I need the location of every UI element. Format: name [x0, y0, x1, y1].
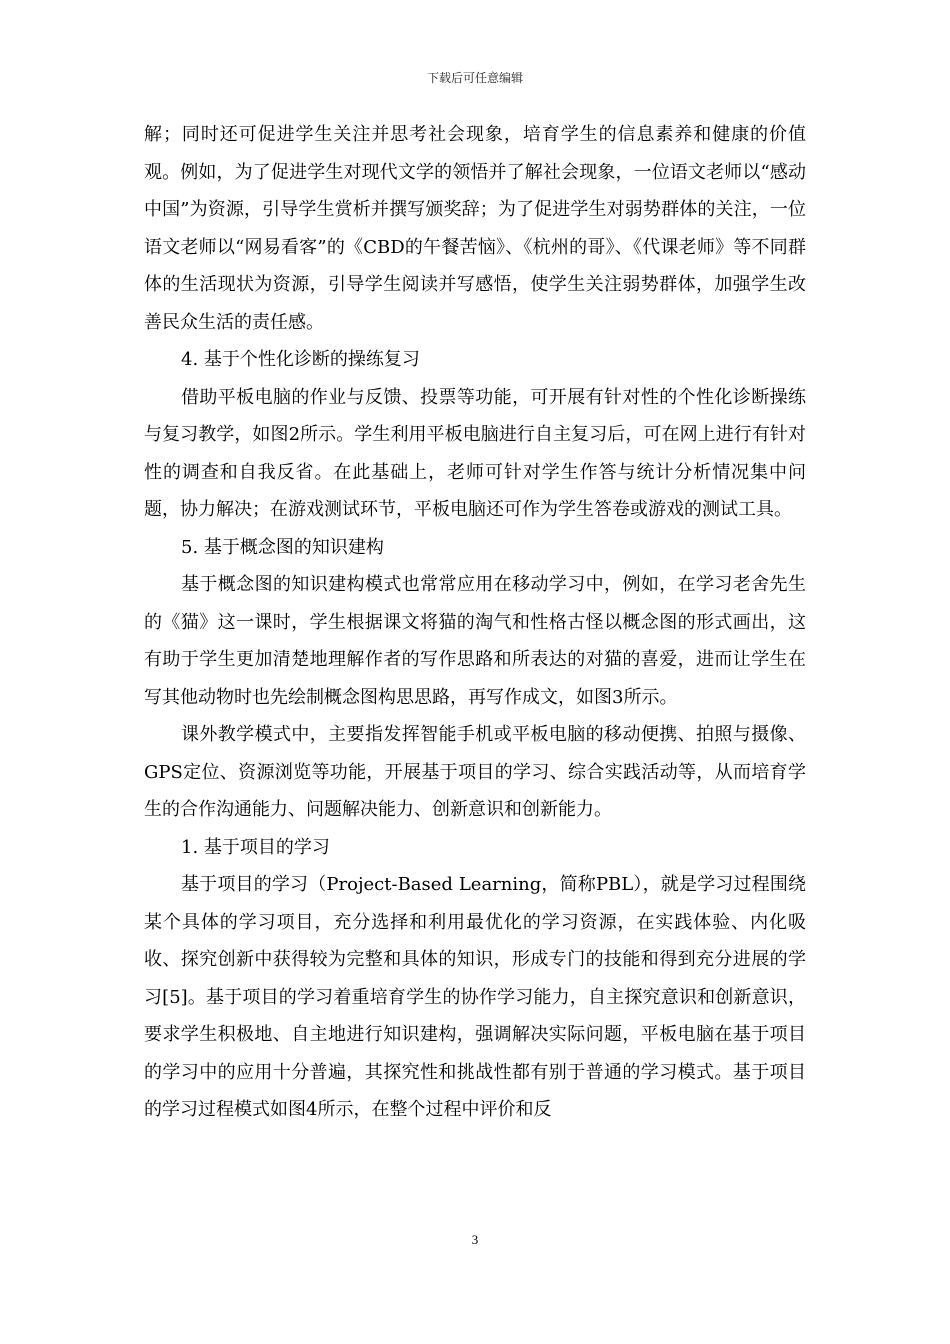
paragraph: 借助平板电脑的作业与反馈、投票等功能，可开展有针对性的个性化诊断操练与复习教学，如图2所示。学生利用平板电脑进行自主复习后，可在网上进行有针对性的调查和自我反省。在此基础上，老师可针对学生作答与统计分析情况集中问题，协力解决；在游戏测试环节，平板电脑还可作为学生答卷或游戏的测试工具。 [144, 386, 806, 520]
section-heading: 1. 基于项目的学习 [181, 836, 330, 858]
section-heading: 5. 基于概念图的知识建构 [181, 536, 384, 558]
page-number: 3 [471, 1232, 479, 1247]
page-header: 下载后可任意编辑 [426, 71, 523, 85]
paragraph: 课外教学模式中，主要指发挥智能手机或平板电脑的移动便携、拍照与摄像、GPS定位、资源浏览等功能，开展基于项目的学习、综合实践活动等，从而培育学生的合作沟通能力、问题解决能力、创新意识和创新能力。 [144, 724, 806, 820]
paragraph: 基于概念图的知识建构模式也常常应用在移动学习中，例如，在学习老舍先生的《猫》这一课时，学生根据课文将猫的淘气和性格古怪以概念图的形式画出，这有助于学生更加清楚地理解作者的写作思路和所表达的对猫的喜爱，进而让学生在写其他动物时也先绘制概念图构思思路，再写作成文，如图3所示。 [144, 574, 806, 708]
paragraph: 基于项目的学习（Project-Based Learning，简称PBL），就是学习过程围绕某个具体的学习项目，充分选择和利用最优化的学习资源，在实践体验、内化吸收、探究创新中获得较为完整和具体的知识，形成专门的技能和得到充分进展的学习[5]。基于项目的学习着重培育学生的协作学习能力，自主探究意识和创新意识，要求学生积极地、自主地进行知识建构，强调解决实际问题，平板电脑在基于项目的学习中的应用十分普遍，其探究性和挑战性都有别于普通的学习模式。基于项目的学习过程模式如图4所示，在整个过程中评价和反 [144, 874, 806, 1120]
document-body [144, 116, 806, 1129]
paragraph: 解；同时还可促进学生关注并思考社会现象，培育学生的信息素养和健康的价值观。例如，为了促进学生对现代文学的领悟并了解社会现象，一位语文老师以“感动中国”为资源，引导学生赏析并撰写颁奖辞；为了促进学生对弱势群体的关注，一位语文老师以“网易看客”的《CBD的午餐苦恼》、《杭州的哥》、《代课老师》等不同群体的生活现状为资源，引导学生阅读并写感悟，使学生关注弱势群体，加强学生改善民众生活的责任感。 [144, 124, 806, 333]
section-heading: 4. 基于个性化诊断的操练复习 [181, 349, 420, 370]
